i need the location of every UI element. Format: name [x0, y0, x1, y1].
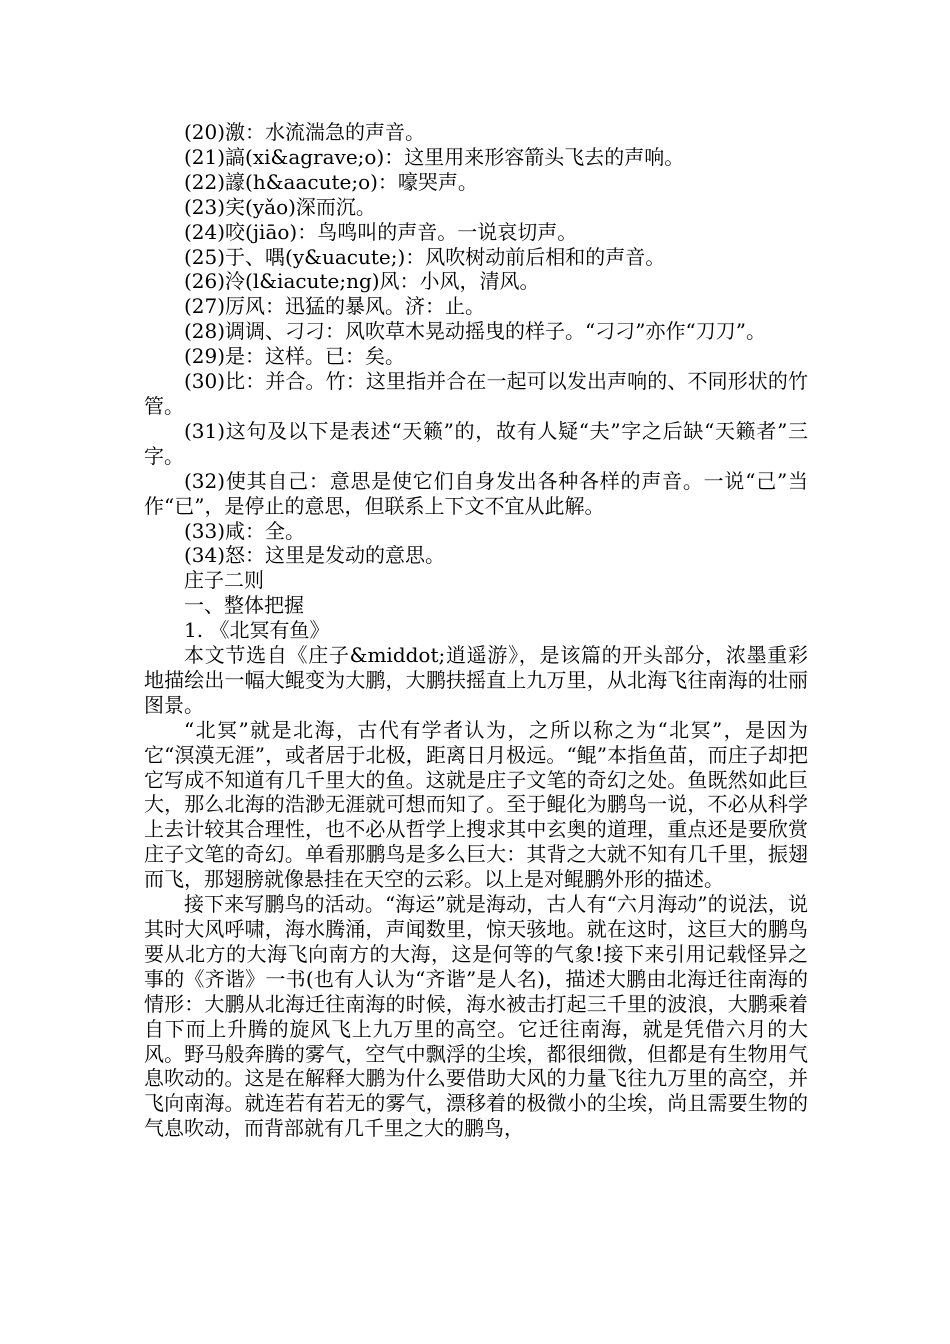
note-33: (33)咸：全。 — [184, 518, 306, 543]
section-title: 庄子二则 — [184, 568, 264, 593]
note-32: (32)使其自己：意思是使它们自身发出各种各样的声音。一说“己”当作“已”，是停止的意思，但联系上下文不宜从此解。 — [144, 468, 808, 518]
note-27: (27)厉风：迅猛的暴风。济：止。 — [184, 294, 486, 319]
note-25: (25)于、喁(y&uacute;)：风吹树动前后相和的声音。 — [184, 244, 666, 269]
note-30: (30)比：并合。竹：这里指并合在一起可以发出声响的、不同形状的竹管。 — [144, 369, 808, 418]
note-21: (21)謞(xi&agrave;o)：这里用来形容箭头飞去的声响。 — [184, 144, 685, 169]
note-34: (34)怒：这里是发动的意思。 — [184, 543, 446, 568]
note-26: (26)泠(l&iacute;ng)风：小风，清风。 — [184, 269, 540, 294]
body-paragraph-1: 本文节选自《庄子&middot;逍遥游》，是该篇的开头部分，浓墨重彩地描绘出一幅大鲲变为大鹏，大鹏扶摇直上九万里，从北海飞往南海的壮丽图景。 — [144, 643, 808, 717]
note-20: (20)激：水流湍急的声音。 — [184, 120, 426, 144]
body-paragraph-2: “北冥”就是北海，古代有学者认为，之所以称之为“北冥”，是因为它“溟漠无涯”，或者居于北极，距离日月极远。“鲲”本指鱼苗，而庄子却把它写成不知道有几千里大的鱼。这就是庄子文笔的奇幻之处。鱼既然如此巨大，那么北海的浩渺无涯就可想而知了。至于鲲化为鹏鸟一说，不必从科学上去计较其合理性，也不必从哲学上搜求其中玄奥的道理，重点还是要欣赏庄子文笔的奇幻。单看那鹏鸟是多么巨大：其背之大就不知有几千里，振翅而飞，那翅膀就像悬挂在天空的云彩。以上是对鲲鹏外形的描述。 — [144, 717, 808, 892]
body-paragraph-3: 接下来写鹏鸟的活动。“海运”就是海动，古人有“六月海动”的说法，说其时大风呼啸，海水腾涌，声闻数里，惊天骇地。就在这时，这巨大的鹏鸟要从北方的大海飞向南方的大海，这是何等的气象!接下来引用记载怪异之事的《齐谐》一书(也有人认为“齐谐”是人名)，描述大鹏由北海迁往南海的情形：大鹏从北海迁往南海的时候，海水被击打起三千里的波浪，大鹏乘着自下而上升腾的旋风飞上九万里的高空。它迁往南海，就是凭借六月的大风。野马般奔腾的雾气，空气中飘浮的尘埃，都很细微，但都是有生物用气息吹动的。这是在解释大鹏为什么要借助大风的力量飞往九万里的高空，并飞向南海。就连若有若无的雾气，漂移着的极微小的尘埃，尚且需要生物的气息吹动，而背部就有几千里之大的鹏鸟， — [144, 892, 808, 1141]
note-28: (28)调调、刁刁：风吹草木晃动摇曳的样子。“刁刁”亦作“刀刀”。 — [184, 319, 766, 344]
note-29: (29)是：这样。已：矣。 — [184, 344, 406, 369]
note-24: (24)咬(jiāo)：鸟鸣叫的声音。一说哀切声。 — [184, 219, 578, 244]
note-23: (23)宎(yǎo)深而沉。 — [184, 194, 376, 219]
note-31: (31)这句及以下是表述“天籁”的，故有人疑“夫”字之后缺“天籁者”三字。 — [144, 418, 808, 468]
section-heading: 一、整体把握 — [184, 593, 304, 618]
section-subheading: 1. 《北冥有鱼》 — [184, 618, 330, 643]
document-page — [144, 120, 808, 1141]
note-22: (22)譹(h&aacute;o)：嚎哭声。 — [184, 169, 478, 194]
